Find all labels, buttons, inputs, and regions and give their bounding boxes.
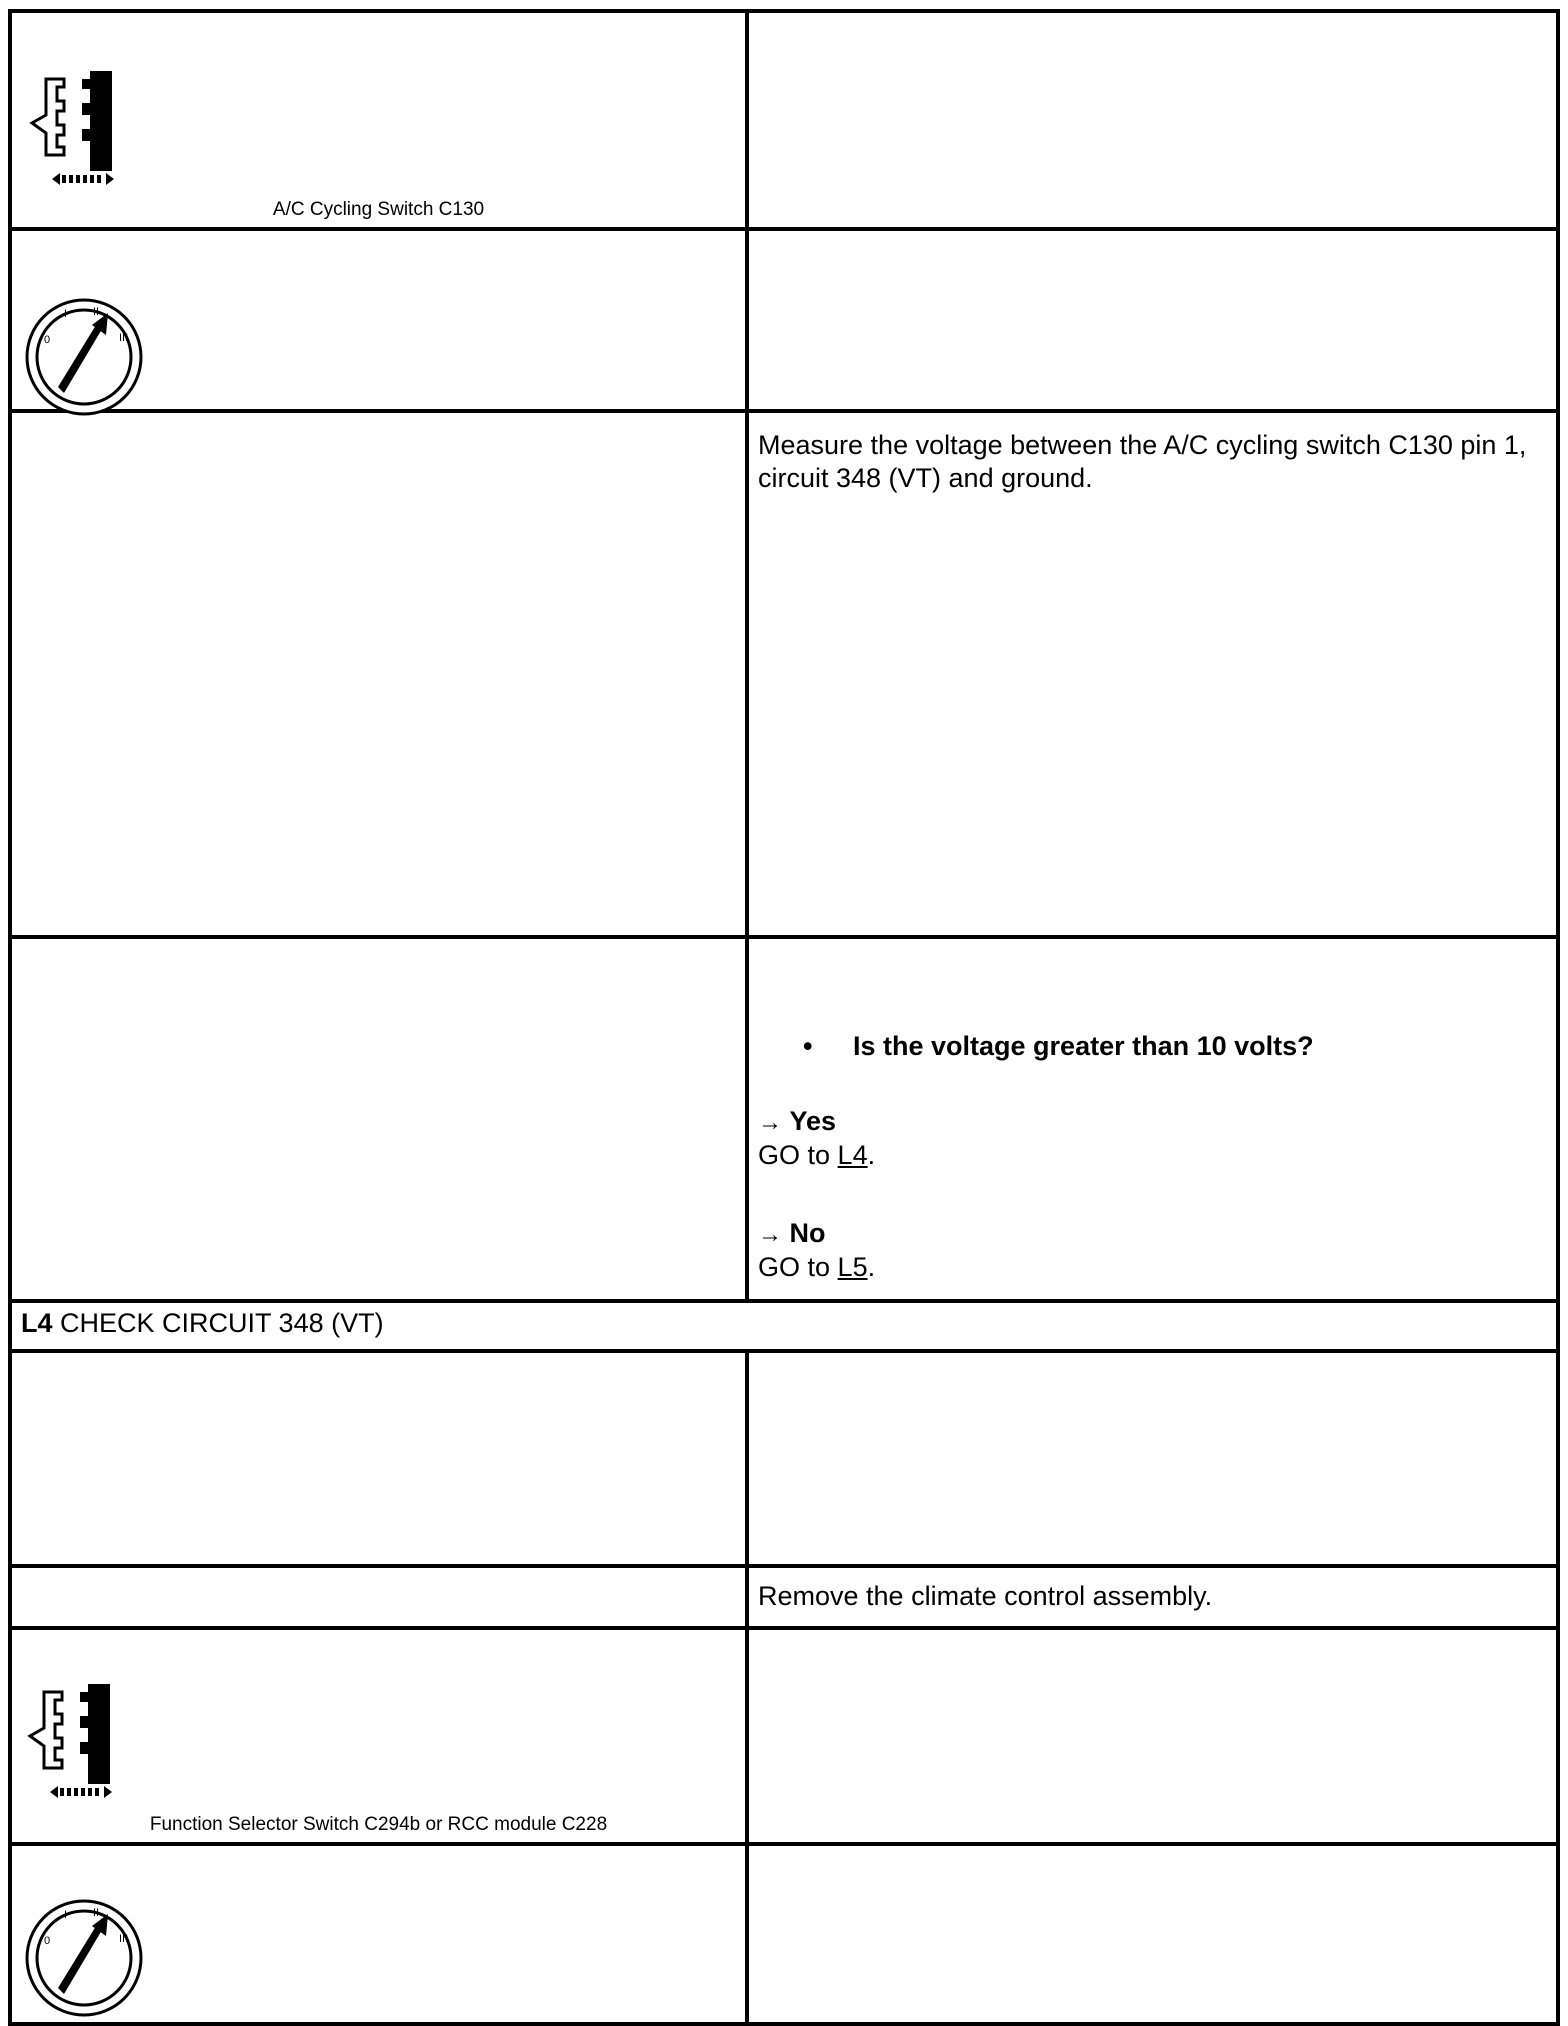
svg-text:III: III bbox=[119, 1933, 129, 1945]
instruction-text: Remove the climate control assembly. bbox=[758, 1581, 1213, 1611]
step-title: CHECK CIRCUIT 348 (VT) bbox=[60, 1308, 384, 1338]
right-arrow-icon: → bbox=[758, 1109, 782, 1136]
svg-text:0: 0 bbox=[44, 1935, 51, 1947]
svg-text:II: II bbox=[93, 306, 100, 318]
yes-label: Yes bbox=[789, 1106, 837, 1136]
disconnect-connector-icon bbox=[22, 1678, 146, 1804]
instruction-text: Measure the voltage between the A/C cycling switch C130 pin 1, circuit 348 (VT) and ground. bbox=[758, 430, 1527, 493]
svg-text:I: I bbox=[64, 308, 68, 320]
instruction-cell bbox=[747, 937, 1558, 1301]
illustration-cell bbox=[10, 1844, 747, 2024]
illustration-cell bbox=[10, 937, 747, 1301]
instruction-cell bbox=[747, 229, 1558, 411]
diagnostic-procedure bbox=[8, 9, 1560, 2026]
table-row bbox=[10, 11, 1558, 229]
illustration-cell bbox=[10, 1566, 747, 1628]
table-row bbox=[10, 1301, 1558, 1351]
instruction-cell bbox=[747, 11, 1558, 229]
table-row bbox=[10, 229, 1558, 411]
illustration-cell bbox=[10, 11, 747, 229]
instruction-cell bbox=[747, 411, 1558, 937]
question-text: Is the voltage greater than 10 volts? bbox=[853, 1031, 1314, 1061]
step-header-cell bbox=[10, 1301, 1558, 1351]
illustration-cell bbox=[10, 229, 747, 411]
instruction-cell bbox=[747, 1351, 1558, 1566]
question-item bbox=[803, 1031, 1314, 1062]
instruction-cell bbox=[747, 1566, 1558, 1628]
right-arrow-icon: → bbox=[758, 1221, 782, 1248]
illustration-cell bbox=[10, 1628, 747, 1844]
svg-text:III: III bbox=[119, 332, 129, 344]
link-step-l5[interactable]: L5 bbox=[837, 1252, 868, 1282]
table-row bbox=[10, 411, 1558, 937]
connector-caption: Function Selector Switch C294b or RCC module C228 bbox=[149, 1814, 608, 1835]
instruction-cell bbox=[747, 1844, 1558, 2024]
table-row bbox=[10, 937, 1558, 1301]
procedure-table bbox=[8, 9, 1560, 2026]
table-row bbox=[10, 1844, 1558, 2024]
ignition-switch-icon bbox=[22, 295, 146, 419]
no-label: No bbox=[789, 1218, 826, 1248]
no-action: GO to bbox=[758, 1252, 831, 1282]
yes-action: GO to bbox=[758, 1140, 831, 1170]
table-row bbox=[10, 1566, 1558, 1628]
table-row bbox=[10, 1628, 1558, 1844]
result-yes: → Yes GO to L4. bbox=[758, 1106, 876, 1170]
illustration-cell bbox=[10, 411, 747, 937]
svg-text:II: II bbox=[93, 1907, 100, 1919]
svg-text:0: 0 bbox=[44, 334, 51, 346]
table-row bbox=[10, 1351, 1558, 1566]
connector-caption: A/C Cycling Switch C130 bbox=[272, 199, 485, 220]
illustration-cell bbox=[10, 1351, 747, 1566]
step-number: L4 bbox=[21, 1308, 53, 1338]
disconnect-connector-icon bbox=[24, 65, 148, 191]
ignition-switch-icon bbox=[22, 1896, 146, 2020]
instruction-cell bbox=[747, 1628, 1558, 1844]
step-header bbox=[12, 1303, 1556, 1343]
bullet-icon: • bbox=[803, 1031, 813, 1061]
svg-text:I: I bbox=[64, 1909, 68, 1921]
link-step-l4[interactable]: L4 bbox=[837, 1140, 868, 1170]
result-no: → No GO to L5. bbox=[758, 1218, 876, 1282]
